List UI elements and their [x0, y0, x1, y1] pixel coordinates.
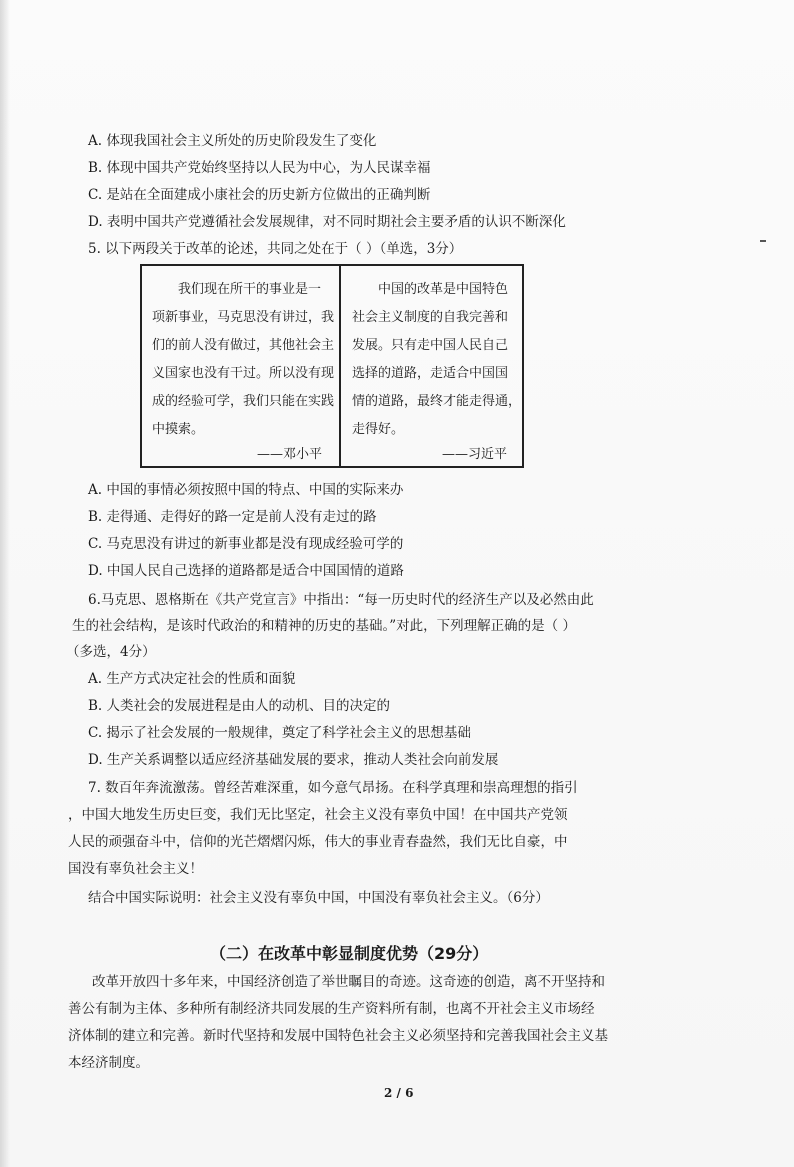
quote-left-line: 我们现在所干的事业是一 — [178, 282, 322, 297]
q6-stem-line: （多选，4分） — [66, 644, 156, 660]
q4-option-d: D. 表明中国共产党遵循社会发展规律，对不同时期社会主要矛盾的认识不断深化 — [88, 214, 566, 230]
section-paragraph-line: 改革开放四十多年来，中国经济创造了举世瞩目的奇迹。这奇迹的创造，离不开坚持和 — [92, 974, 605, 990]
quote-right-line: 社会主义制度的自我完善和 — [352, 310, 509, 325]
page-number: 2 / 6 — [384, 1086, 414, 1100]
q7-line: ，中国大地发生历史巨变，我们无比坚定，社会主义没有辜负中国！在中国共产党领 — [68, 807, 568, 823]
q5-option-a: A. 中国的事情必须按照中国的特点、中国的实际来办 — [88, 482, 404, 498]
q6-stem-line: 6.马克思、恩格斯在《共产党宣言》中指出：“每一历史时代的经济生产以及必然由此 — [88, 592, 594, 608]
quote-left-line: 成的经验可学，我们只能在实践 — [152, 394, 335, 409]
q7-line: 人民的顽强奋斗中，信仰的光芒熠熠闪烁，伟大的事业青春盎然，我们无比自豪，中 — [68, 834, 568, 850]
quote-right-line: 发展。只有走中国人民自己 — [352, 338, 509, 353]
q5-option-d: D. 中国人民自己选择的道路都是适合中国国情的道路 — [88, 563, 404, 579]
q7-line: 7. 数百年奔流激荡。曾经苦难深重，如今意气昂扬。在科学真理和崇高理想的指引 — [88, 780, 578, 796]
q6-option-c: C. 揭示了社会发展的一般规律，奠定了科学社会主义的思想基础 — [88, 725, 471, 741]
q6-option-b: B. 人类社会的发展进程是由人的动机、目的决定的 — [88, 698, 391, 714]
quote-left-line: 项新事业，马克思没有讲过，我 — [152, 310, 335, 325]
section-title: （二）在改革中彰显制度优势（29分） — [210, 944, 489, 963]
section-paragraph-line: 善公有制为主体、多种所有制经济共同发展的生产资料所有制，也离不开社会主义市场经 — [68, 1001, 595, 1017]
q7-task: 结合中国实际说明：社会主义没有辜负中国，中国没有辜负社会主义。（6分） — [88, 890, 549, 906]
quote-right-line: 中国的改革是中国特色 — [378, 282, 509, 297]
section-paragraph-line: 本经济制度。 — [68, 1055, 149, 1071]
section-paragraph-line: 济体制的建立和完善。新时代坚持和发展中国特色社会主义必须坚持和完善我国社会主义基 — [68, 1028, 608, 1044]
q5-stem: 5. 以下两段关于改革的论述，共同之处在于（ ）（单选，3分） — [88, 241, 463, 257]
q5-option-b: B. 走得通、走得好的路一定是前人没有走过的路 — [88, 509, 377, 525]
quote-left — [152, 276, 335, 444]
q7-line: 国没有辜负社会主义！ — [68, 861, 203, 877]
q6-option-a: A. 生产方式决定社会的性质和面貌 — [88, 671, 296, 687]
scan-shadow — [0, 0, 10, 1167]
quote-left-line: 们的前人没有做过，其他社会主 — [152, 338, 335, 353]
quote-left-line: 中摸索。 — [152, 422, 205, 437]
quote-right-line: 选择的道路，走适合中国国 — [352, 366, 509, 381]
quote-right-line: 走得好。 — [352, 422, 405, 437]
quote-left-line: 义国家也没有干过。所以没有现 — [152, 366, 335, 381]
quote-box — [140, 264, 524, 468]
q4-option-a: A. 体现我国社会主义所处的历史阶段发生了变化 — [88, 133, 377, 149]
quote-right-author: ——习近平 — [442, 447, 508, 462]
q6-stem-line: 生的社会结构，是该时代政治的和精神的历史的基础。”对此，下列理解正确的是（ ） — [72, 618, 576, 634]
q5-option-c: C. 马克思没有讲过的新事业都是没有现成经验可学的 — [88, 536, 404, 552]
q4-option-b: B. 体现中国共产党始终坚持以人民为中心，为人民谋幸福 — [88, 160, 431, 176]
quote-divider — [339, 266, 341, 466]
scan-mark — [760, 240, 766, 242]
quote-left-author: ——邓小平 — [257, 447, 323, 462]
q6-option-d: D. 生产关系调整以适应经济基础发展的要求，推动人类社会向前发展 — [88, 752, 499, 768]
quote-right-line: 情的道路，最终才能走得通， — [352, 394, 522, 409]
quote-right — [352, 276, 522, 444]
q4-option-c: C. 是站在全面建成小康社会的历史新方位做出的正确判断 — [88, 187, 431, 203]
